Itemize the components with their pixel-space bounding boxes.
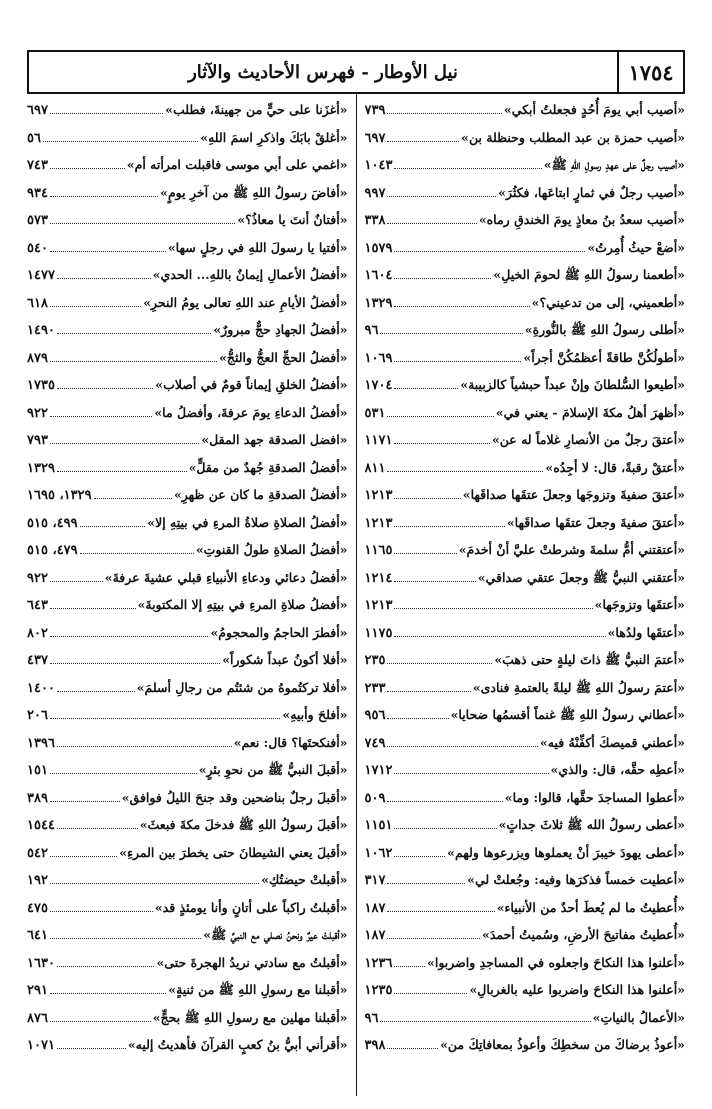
- page-reference: ٩٩٧: [364, 185, 386, 201]
- page-reference: ١٦٣٠: [27, 955, 55, 971]
- page-reference: ٥٤٢: [27, 845, 48, 861]
- hadith-text: «أفضلُ الدعاءِ يومَ عرفةَ، وأفضلُ ما»: [154, 404, 348, 420]
- dot-leader: [50, 883, 259, 884]
- hadith-text: «أفلا تركتُموهُ من شئتُم من رجالِ أسلمَ»: [136, 679, 348, 695]
- hadith-text: «أعطاني رسولُ اللهِ ﷺ غنماً أقسمُها ضحايا»: [450, 707, 685, 722]
- hadith-text: «أعوذُ برضاكَ من سخطِكَ وأعوذُ بمعافاتِكَ من»: [440, 1037, 685, 1052]
- index-entry: [27, 784, 348, 812]
- hadith-text: «أقبلتْ حيضتُكِ»: [261, 872, 348, 887]
- index-entry: [27, 124, 348, 152]
- hadith-text: «أفنكحتَها؟ قال: نعم»: [233, 734, 348, 750]
- dot-leader: [94, 498, 172, 499]
- dot-leader: [57, 691, 135, 692]
- index-entry: [27, 894, 348, 922]
- dot-leader: [394, 168, 541, 169]
- hadith-text: «أقبلَ رسولُ اللهِ ﷺ فدخلَ مكةَ فبعثَ»: [139, 817, 348, 832]
- hadith-text: «أقبلنا مهلين مع رسولِ اللهِ ﷺ بحجٍّ»: [152, 1009, 348, 1025]
- page-reference: ٦٤١: [27, 928, 48, 943]
- dot-leader: [394, 553, 456, 554]
- dot-leader: [50, 306, 141, 307]
- index-entry: [365, 756, 686, 784]
- index-entry: [365, 481, 686, 509]
- dot-leader: [50, 773, 197, 774]
- hadith-text: «أعلنوا هذا النكاحَ واضربوا عليه بالغربالِ»: [469, 982, 685, 997]
- page-reference: ٧٤٩: [364, 735, 386, 751]
- dot-leader: [57, 966, 155, 967]
- page-reference: ٦٩٧: [364, 130, 386, 146]
- hadith-text: «أغزَنا على حيٍّ من جهينةَ، فطلب»: [165, 102, 348, 117]
- page-reference: ١٧٣٥: [27, 378, 55, 393]
- page-reference: ١٢١٣: [364, 598, 393, 613]
- hadith-text: «أفتانٌ أنتَ يا معاذُ؟»: [237, 212, 348, 227]
- page-reference: ٤٧٩، ٥١٥: [27, 543, 78, 558]
- hadith-text: «أغلقْ بابَكَ واذكرِ اسمَ اللهِ»: [200, 129, 348, 145]
- dot-leader: [57, 471, 187, 472]
- index-entry: [27, 179, 348, 207]
- page-reference: ١٠٦٩: [364, 350, 393, 366]
- page-reference: ١١٥١: [364, 818, 393, 833]
- index-entry: [365, 234, 686, 262]
- index-entry: [27, 344, 348, 372]
- index-entry: [365, 784, 686, 812]
- index-entry: [365, 509, 686, 537]
- hadith-text: «أطعمنا رسولُ اللهِ ﷺ لحومَ الخيلِ»: [493, 267, 685, 282]
- hadith-text: «أصيب حمزة بن عبد المطلب وحنظلة بن»: [461, 129, 685, 145]
- left-column: [27, 96, 356, 1096]
- dot-leader: [394, 856, 445, 857]
- page-reference: ٩٥٦: [364, 708, 386, 723]
- hadith-text: «أفضلُ الجهادِ حجٌّ مبرورٌ»: [213, 322, 348, 337]
- hadith-text: «أقرأني أبيُّ بنُ كعبٍ القرآنَ فأهديتُ إليه»: [127, 1037, 348, 1052]
- dot-leader: [387, 196, 496, 197]
- hadith-text: «أفضلُ الأيامِ عند اللهِ تعالى يومُ النحرِ»: [143, 294, 348, 310]
- dot-leader: [50, 856, 117, 857]
- index-entry: [365, 536, 686, 564]
- dot-leader: [387, 911, 494, 912]
- page-reference: ١١٧١: [364, 433, 393, 448]
- dot-leader: [50, 361, 217, 362]
- page-reference: ١٣٢٩: [364, 295, 393, 311]
- page-reference: ٤٩٩، ٥١٥: [27, 515, 78, 531]
- hadith-text: «أعتقَها وتزوجَها»: [594, 597, 685, 612]
- index-entry: [365, 206, 686, 234]
- page-reference: ٥٦: [27, 130, 41, 146]
- index-entry: [365, 811, 686, 839]
- page-header: [27, 50, 685, 94]
- hadith-text: «أقبلَ يعني الشيطانَ حتى يخطرَ بين المرءِ»: [119, 844, 348, 860]
- dot-leader: [387, 801, 502, 802]
- page-number: ١٧٥٤: [617, 52, 683, 92]
- index-entry: [365, 591, 686, 619]
- index-entry: [27, 866, 348, 894]
- hadith-text: «أفطرَ الحاجمُ والمحجومُ»: [210, 624, 348, 640]
- index-entry: [27, 839, 348, 867]
- hadith-text: «أعتقَ رجلٌ من الأنصارِ غلاماً له عن»: [491, 432, 685, 447]
- dot-leader: [57, 746, 232, 747]
- dot-leader: [50, 251, 166, 252]
- hadith-text: «أفلا أكونُ عبداً شكوراً»: [222, 652, 348, 667]
- page-reference: ٩٦: [364, 323, 379, 338]
- index-entry: [365, 839, 686, 867]
- index-entry: [27, 646, 348, 674]
- hadith-text: «الأعمالُ بالنياتِ»: [592, 1009, 685, 1025]
- index-entry: [365, 399, 686, 427]
- dot-leader: [394, 828, 496, 829]
- dot-leader: [387, 141, 459, 142]
- index-entry: [365, 949, 686, 977]
- page-reference: ١٢٣٦: [364, 955, 393, 971]
- index-entry: [365, 1004, 686, 1032]
- page-reference: ٢٣٥: [364, 653, 386, 668]
- hadith-text: «أقبلَ النبيُّ ﷺ من نحوِ بئرٍ»: [198, 762, 348, 777]
- hadith-text: «أطولُكُنَّ طاقةً أعظمُكُنَّ أجراً»: [523, 349, 685, 365]
- dot-leader: [394, 608, 592, 609]
- hadith-text: «أفضلُ دعائي ودعاءِ الأنبياءِ قبلي عشيةَ عرفةَ»: [104, 569, 348, 585]
- dot-leader: [50, 113, 163, 114]
- hadith-text: «أعطيت خمساً فذكرَها وفيه: وجُعلتْ لي»: [467, 872, 685, 887]
- hadith-text: «أصيب أبي يومَ أُحُدٍ فجعلتُ أبكي»: [503, 102, 685, 117]
- page-reference: ٨١١: [364, 460, 386, 476]
- page-reference: ١١٧٥: [364, 625, 393, 641]
- page-reference: ١٦٠٤: [364, 268, 393, 283]
- index-entry: [365, 179, 686, 207]
- dot-leader: [387, 223, 476, 224]
- dot-leader: [57, 1048, 126, 1049]
- index-entry: [365, 454, 686, 482]
- index-entry: [27, 976, 348, 1004]
- page-reference: ٩٦: [364, 1010, 379, 1026]
- hadith-text: «أقبلتُ مع سادتي نريدُ الهجرةَ حتى»: [156, 954, 348, 970]
- dot-leader: [387, 1048, 438, 1049]
- page-reference: ١٧٠٤: [364, 378, 393, 393]
- dot-leader: [80, 526, 146, 527]
- hadith-text: «أفاضَ رسولُ اللهِ ﷺ من آخرِ يومٍ»: [160, 184, 348, 200]
- hadith-text: «أعطى يهودَ خيبرَ أنْ يعملوها ويزرعوها ولهم»: [447, 844, 685, 860]
- hadith-text: «أطعميني، إلى من تدعيني؟»: [531, 294, 685, 310]
- page-reference: ٣٣٨: [364, 213, 386, 228]
- page-reference: ١٢١٣: [364, 488, 393, 503]
- dot-leader: [50, 443, 199, 444]
- index-entry: [365, 426, 686, 454]
- dot-leader: [50, 608, 136, 609]
- index-entry: [365, 96, 686, 124]
- page-reference: ٧٣٩: [364, 103, 386, 118]
- dot-leader: [43, 141, 198, 142]
- dot-leader: [50, 416, 152, 417]
- dot-leader: [50, 196, 158, 197]
- hadith-text: «أفضلُ الصدقةِ جُهدٌ من مقلٍّ»: [188, 459, 348, 475]
- dot-leader: [50, 223, 235, 224]
- index-entry: [27, 729, 348, 757]
- dot-leader: [394, 526, 504, 527]
- dot-leader: [50, 911, 153, 912]
- hadith-text: «أعتقني النبيُّ ﷺ وجعلَ عتقي صداقي»: [477, 569, 685, 585]
- index-entry: [27, 509, 348, 537]
- page-reference: ١٣٢٩، ١٦٩٥: [27, 488, 92, 503]
- index-entry: [365, 674, 686, 702]
- index-entry: [365, 1031, 686, 1059]
- hadith-text: «أعتقَها ولدُها»: [607, 624, 685, 640]
- dot-leader: [394, 993, 467, 994]
- hadith-text: «أعطوا المساجدَ حقَّها، قالوا: وما»: [504, 789, 685, 805]
- page-reference: ١٤٧٧: [27, 268, 55, 283]
- hadith-text: «أفضلُ الأعمالِ إيمانٌ باللهِ... الحدي»: [152, 267, 348, 282]
- index-entry: [27, 96, 348, 124]
- dot-leader: [394, 278, 491, 279]
- hadith-text: «أعتقْ رقبةً، قال: لا أجِدُه»: [545, 459, 685, 475]
- page-reference: ٦٩٧: [27, 103, 48, 118]
- right-column: [357, 96, 686, 1096]
- page-reference: ١٣٩٦: [27, 735, 55, 751]
- hadith-text: «أقبلتْ عيرٌ ونحنُ نصلي مع النبيِّ ﷺ»: [203, 927, 348, 942]
- page-reference: ٩٣٤: [27, 185, 48, 201]
- dot-leader: [50, 718, 280, 719]
- dot-leader: [50, 636, 209, 637]
- hadith-text: «أُعطيتُ مفاتيحَ الأرضِ، وسُميتُ أحمدَ»: [482, 927, 685, 942]
- page-reference: ٩٢٢: [27, 570, 48, 586]
- index-entry: [27, 619, 348, 647]
- hadith-text: «أعطني قميصكَ أكفِّنْهُ فيه»: [539, 734, 685, 750]
- index-entry: [27, 481, 348, 509]
- page-reference: ٨٠٢: [27, 625, 48, 641]
- index-columns: [27, 96, 685, 1096]
- index-entry: [365, 646, 686, 674]
- index-entry: [27, 426, 348, 454]
- dot-leader: [50, 993, 166, 994]
- dot-leader: [394, 443, 490, 444]
- dot-leader: [387, 691, 470, 692]
- dot-leader: [387, 718, 448, 719]
- index-entry: [27, 674, 348, 702]
- dot-leader: [80, 553, 194, 554]
- index-entry: [365, 564, 686, 592]
- hadith-text: «أقبلَ رجلٌ بناضحين وقد جنحَ الليلُ فوافق»: [121, 789, 348, 805]
- page-reference: ٦٤٣: [27, 598, 48, 613]
- page-reference: ٨٧٩: [27, 350, 48, 366]
- index-entry: [365, 894, 686, 922]
- index-entry: [27, 234, 348, 262]
- dot-leader: [387, 471, 543, 472]
- page-reference: ١٢٣٥: [364, 983, 393, 998]
- index-entry: [365, 701, 686, 729]
- index-entry: [365, 729, 686, 757]
- page-reference: ١٨٧: [364, 928, 386, 943]
- page-reference: ١٨٧: [364, 900, 386, 916]
- index-entry: [365, 124, 686, 152]
- page-reference: ٢٩١: [27, 983, 48, 998]
- page-reference: ١٥٤٤: [27, 818, 55, 833]
- hadith-text: «أطلى رسولُ اللهِ ﷺ بالنُّورةِ»: [524, 322, 685, 337]
- hadith-text: «أعتمَ النبيُّ ﷺ ذاتَ ليلةٍ حتى ذهبَ»: [494, 652, 685, 667]
- index-entry: [27, 591, 348, 619]
- dot-leader: [387, 938, 480, 939]
- page-reference: ٧٤٣: [27, 158, 48, 173]
- index-entry: [27, 454, 348, 482]
- page-reference: ١٠٤٣: [364, 158, 393, 173]
- index-entry: [27, 151, 348, 179]
- hadith-text: «أفضلُ الصلاةِ طولُ القنوتِ»: [195, 542, 348, 557]
- hadith-text: «أعطى رسولُ الله ﷺ ثلاثَ جداتٍ»: [498, 817, 685, 832]
- page-reference: ٤٧٥: [27, 900, 48, 916]
- index-entry: [27, 564, 348, 592]
- page-title: نيل الأوطار - فهرس الأحاديث والآثار: [188, 61, 458, 83]
- dot-leader: [380, 1021, 590, 1022]
- hadith-text: «أعطِه حقَّه، قال: والذي»: [550, 762, 685, 777]
- page-reference: ٩٢٢: [27, 405, 48, 421]
- page-reference: ٥٧٣: [27, 213, 48, 228]
- dot-leader: [50, 801, 120, 802]
- dot-leader: [394, 388, 458, 389]
- hadith-text: «أفلحَ وأبيهِ»: [282, 707, 348, 722]
- page-reference: ١٧١٢: [364, 763, 393, 778]
- index-entry: [27, 206, 348, 234]
- hadith-text: «أعتقتني أمُّ سلمةَ وشرطتْ عليَّ أنْ أخدمَ»: [458, 542, 685, 557]
- index-entry: [27, 289, 348, 317]
- index-entry: [27, 536, 348, 564]
- dot-leader: [57, 333, 211, 334]
- dot-leader: [57, 278, 151, 279]
- page-reference: ٥٣١: [364, 405, 386, 421]
- dot-leader: [394, 361, 521, 362]
- dot-leader: [50, 168, 125, 169]
- index-entry: [365, 619, 686, 647]
- dot-leader: [50, 938, 201, 939]
- page-reference: ٥٤٠: [27, 240, 48, 256]
- page-reference: ١٢١٤: [364, 570, 393, 586]
- page-reference: ١٤٠٠: [27, 680, 55, 696]
- dot-leader: [394, 773, 548, 774]
- hadith-text: «أقبلنا مع رسولِ اللهِ ﷺ من ثنيةٍ»: [168, 982, 348, 997]
- index-entry: [27, 1004, 348, 1032]
- dot-leader: [387, 416, 493, 417]
- index-entry: [27, 399, 348, 427]
- hadith-text: «أصيب سعدُ بنُ معاذٍ يومَ الخندقِ رماه»: [478, 212, 685, 227]
- index-entry: [365, 289, 686, 317]
- dot-leader: [380, 333, 522, 334]
- index-entry: [365, 316, 686, 344]
- page-reference: ١٠٦٢: [364, 845, 393, 861]
- hadith-text: «أضعْ حيثُ أُمِرتُ»: [587, 239, 685, 255]
- hadith-text: «أصيب رجلٌ على عهدِ رسولِ اللهِ ﷺ»: [543, 157, 685, 172]
- page-reference: ١٤٩٠: [27, 323, 55, 338]
- hadith-text: «أفضلُ الصدقةِ ما كان عن ظهرِ»: [173, 487, 348, 502]
- dot-leader: [387, 746, 537, 747]
- hadith-text: «أطيعوا السُّلطانَ وإنْ عبداً حبشياً كالزبيبة»: [460, 377, 685, 392]
- dot-leader: [394, 306, 529, 307]
- page-reference: ٦١٨: [27, 295, 48, 311]
- column-divider: [356, 94, 357, 1096]
- page-reference: ٢٣٣: [364, 680, 386, 696]
- hadith-text: «أعلنوا هذا النكاحَ واجعلوه في المساجدِ واضربوا»: [427, 954, 685, 970]
- page-reference: ٧٩٣: [27, 433, 48, 448]
- hadith-text: «أعتمَ رسولُ اللهِ ﷺ ليلةً بالعتمةِ فنادى»: [472, 679, 685, 695]
- page-reference: ٤٣٧: [27, 653, 48, 668]
- page-reference: ٨٧٦: [27, 1010, 48, 1026]
- page-reference: ٣١٧: [364, 873, 386, 888]
- index-entry: [365, 261, 686, 289]
- index-entry: [365, 921, 686, 949]
- dot-leader: [57, 828, 138, 829]
- hadith-text: «أفضلُ صلاةِ المرءِ في بيتِهِ إلا المكتوبةَ»: [137, 597, 348, 612]
- dot-leader: [387, 663, 492, 664]
- index-entry: [365, 371, 686, 399]
- page-reference: ٥٠٩: [364, 790, 386, 806]
- index-entry: [27, 701, 348, 729]
- index-entry: [365, 976, 686, 1004]
- page-reference: ١٢١٣: [364, 515, 393, 531]
- index-entry: [27, 316, 348, 344]
- hadith-text: «أُعطيتُ ما لم يُعطَ أحدٌ من الأنبياء»: [496, 899, 685, 915]
- page-reference: ١٩٢: [27, 873, 48, 888]
- index-entry: [27, 949, 348, 977]
- dot-leader: [394, 251, 585, 252]
- dot-leader: [57, 388, 153, 389]
- index-entry: [27, 811, 348, 839]
- hadith-text: «اغمي على أبي موسى فاقبلت امرأته أم»: [126, 157, 348, 172]
- hadith-text: «أعتقَ صفيةَ وجعلَ عتقَها صداقَها»: [506, 514, 685, 530]
- hadith-text: «أقبلتُ راكباً على أتانٍ وأنا يومئذٍ قد»: [154, 899, 348, 915]
- dot-leader: [394, 966, 425, 967]
- page-reference: ١٥٧٩: [364, 240, 393, 256]
- page-reference: ١٣٢٩: [27, 460, 55, 476]
- hadith-text: «أفضلُ الخلقِ إيماناً قومٌ في أصلاب»: [155, 377, 348, 392]
- page-reference: ٣٨٩: [27, 790, 48, 806]
- hadith-text: «أعتقَ صفيةَ وتزوجَها وجعلَ عتقَها صداقَها»: [462, 487, 685, 502]
- page-reference: ٣٩٨: [364, 1038, 386, 1053]
- dot-leader: [394, 581, 475, 582]
- dot-leader: [387, 113, 501, 114]
- hadith-text: «أفضلُ الحجِّ العجُّ والثجُّ»: [219, 349, 348, 365]
- page-reference: ١١٦٥: [364, 543, 393, 558]
- index-entry: [27, 921, 348, 949]
- index-entry: [27, 261, 348, 289]
- hadith-text: «أفضلُ الصلاةِ صلاةُ المرءِ في بيتِهِ إلا»: [147, 514, 348, 530]
- index-entry: [27, 371, 348, 399]
- index-entry: [27, 756, 348, 784]
- dot-leader: [387, 883, 465, 884]
- index-entry: [365, 344, 686, 372]
- dot-leader: [394, 498, 460, 499]
- hadith-text: «أظهرَ أهلُ مكةَ الإسلامَ - يعني في»: [495, 404, 685, 420]
- index-entry: [365, 151, 686, 179]
- index-entry: [27, 1031, 348, 1059]
- page-reference: ١٠٧١: [27, 1038, 55, 1053]
- dot-leader: [50, 663, 220, 664]
- page-reference: ١٥١: [27, 763, 48, 778]
- dot-leader: [394, 636, 605, 637]
- hadith-text: «أفتيا يا رسولَ اللهِ في رجلٍ سها»: [167, 239, 348, 255]
- index-entry: [365, 866, 686, 894]
- dot-leader: [50, 581, 103, 582]
- dot-leader: [50, 1021, 151, 1022]
- hadith-text: «افضل الصدقة جهد المقل»: [201, 432, 348, 447]
- page-reference: ٢٠٦: [27, 708, 48, 723]
- hadith-text: «أصيب رجلٌ في ثمارٍ ابتاعَها، فكثُرَ»: [498, 184, 685, 200]
